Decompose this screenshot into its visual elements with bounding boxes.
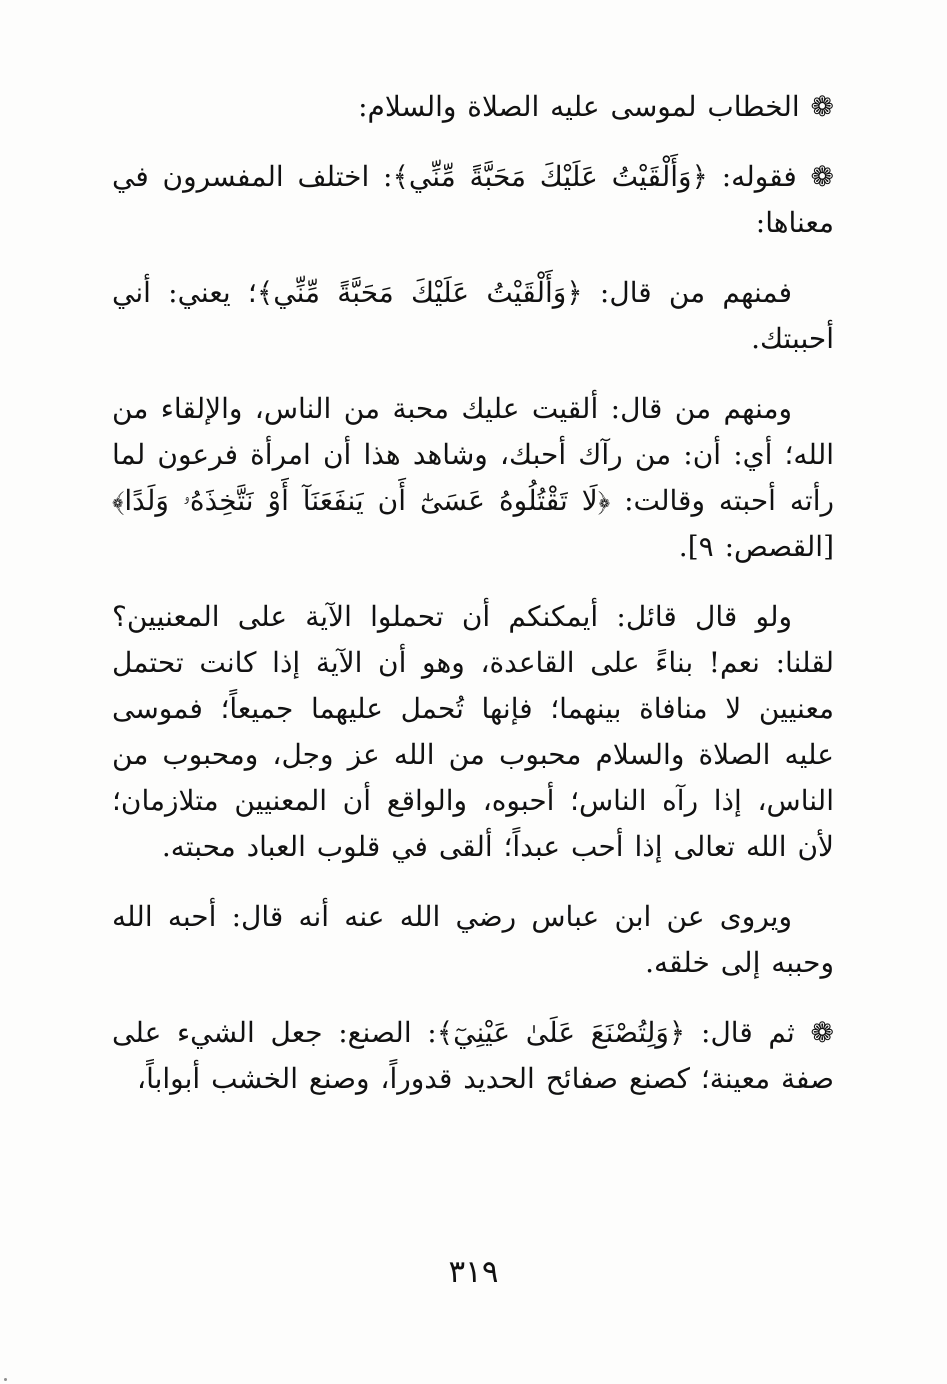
paragraph-made-before-eye: ❁ ثم قال: ﴿وَلِتُصْنَعَ عَلَىٰ عَيْنِيٓ﴾: الصنع: جعل الشيء على صفة معينة؛ كصنع صفائح الحديد قدوراً، وصنع الخشب أبواباً،: [112, 1016, 834, 1095]
paragraph-first-opinion: فمنهم من قال: ﴿وَأَلْقَيْتُ عَلَيْكَ مَحَبَّةً مِّنِّي﴾؛ يعني: أني أحببتك.: [112, 276, 834, 355]
paragraph-second-opinion: ومنهم من قال: ألقيت عليك محبة من الناس، والإلقاء من الله؛ أي: أن: من رآك أحبك، وشاهد هذا أن امرأة فرعون لما رأته أحبته وقالت: ﴿لَا تَقْتُلُوهُ عَسَىٰٓ أَن يَنفَعَنَآ أَوْ نَتَّخِذَهُۥ وَلَدًا﴾ [القصص: ٩].: [112, 392, 834, 563]
body-text: [112, 84, 834, 1102]
paragraph-ibn-abbas: ويروى عن ابن عباس رضي الله عنه أنه قال: أحبه الله وحببه إلى خلقه.: [112, 900, 834, 979]
paragraph-both-meanings: ولو قال قائل: أيمكنكم أن تحملوا الآية على المعنيين؟ لقلنا: نعم! بناءً على القاعدة، وهو أن الآية إذا كانت تحتمل معنيين لا منافاة بينهما؛ فإنها تُحمل عليهما جميعاً؛ فموسى عليه الصلاة والسلام محبوب من الله عز وجل، ومحبوب من الناس، إذا رآه الناس؛ أحبوه، والواقع أن المعنيين متلازمان؛ لأن الله تعالى إذا أحب عبداً؛ ألقى في قلوب العباد محبته.: [112, 600, 834, 863]
page-number: ٣١٩: [448, 1254, 499, 1290]
paragraph-moses-address: ❁ الخطاب لموسى عليه الصلاة والسلام:: [358, 90, 834, 123]
paragraph-verse-love: ❁ فقوله: ﴿وَأَلْقَيْتُ عَلَيْكَ مَحَبَّةً مِّنِّي﴾: اختلف المفسرون في معناها:: [112, 160, 834, 239]
scan-speck: [4, 1378, 7, 1381]
